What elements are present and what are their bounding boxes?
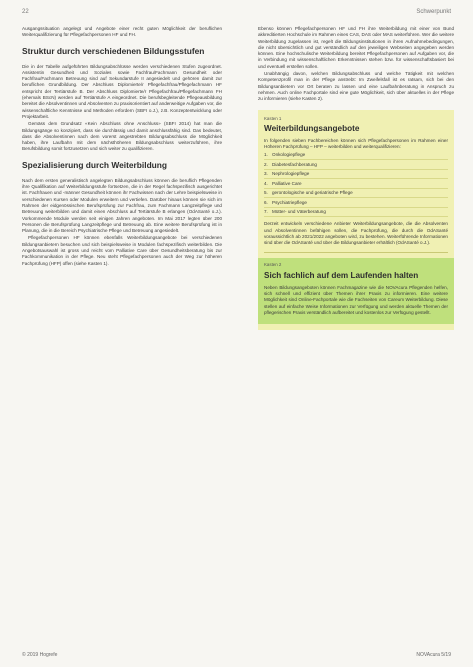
heading-structure: Struktur durch verschiedenen Bildungsstufen xyxy=(22,45,205,56)
paragraph: Gemäss dem Grundsatz «Kein Abschluss ohne Anschluss» (SBFI 2014) hat man die Bildungsgänge so konzipiert, dass sie durchlässig und damit anschlussfähig sind. Das bedeutet, dass die Absolventinnen nach dem vorerst angestrebten Bildungsabschluss die Möglichkeit haben, ihre Laufbahn mit dem nächsthöheren Bildungsabschluss weiterzuführen, ihre Berufsbildung somit fortzusetzen und sich weiter zu qualifizieren. xyxy=(22,121,222,152)
left-column xyxy=(22,26,222,268)
box-title: Sich fachlich auf dem Laufenden halten xyxy=(264,270,419,280)
box-paragraph: Neben Bildungsangeboten können Fachmagazine wie die NOVAcura Pflegenden helfen, sich schnell und effizient über Themen ihrer Praxis zu informieren. Eine weitere Möglichkeit sind Online-Fachportale wie die Fachseiten von Careum Weiterbildung. Diese stellen auf einfache Weise Informationen zur Verfügung und werden aktuelle Themen der pflegerischen Praxis verständlich aufbereitet und kostenlos zur Verfügung gestellt. xyxy=(264,284,448,315)
list-item: 5. gerontologische und geriatrische Pflege xyxy=(264,190,448,198)
paragraph: Die in der Tabelle aufgeführten Bildungsabschlüsse werden verschiedenen Stufen zugeordnet. Assistentin Gesundheit und Soziales sowie Fachfrau/Fachmann Gesundheit oder Fachfrau/Fachmann Betreuung sind auf Sekundarstufe II angesiedelt und gehören damit zur beruflichen Grundbildung. Der Abschluss Diplomierte/r Pflegefachfrau/Pflegefachmann HF entspricht der Tertiärstufe B. Der Abschluss Diplomierte/r Pflegefachfrau/Pflegefachmann FH (ehemals BScN) werden auf Tertiärstufe A eingeordnet. Die berufsbegleitende Pflegeausbildung bereitet die Absolventinnen und Absolventen zu praxisorientiert auf anderweitige Aufgaben vor, die wissenschaftliche Kenntnisse und Methoden erfordern (SBFI o.J.), z.B. Konzeptentwicklung oder Projektarbeit. xyxy=(22,63,222,119)
paragraph: Nach dem ersten generalistisch angelegten Bildungsabschluss können die beruflich Pflegenden ihre Qualifikation auf Weiterbildungsstufe fortsetzen, die in der Regel fachspezifisch ausgerichtet ist. Fachfrauen und -männer Gesundheit können ihr Fachwissen nach der Lehre beispielsweise in verschiedenen Kursen oder Modulen erweitern und vertiefen. Darüber hinaus können sie sich im Rahmen der eidgenössischen Berufsprüfung zur Fachfrau, zum Fachmann Langzeitpflege und Betreuung weiterbilden und damit einen Abschluss auf Tertiärstufe B erlangen (OdASanté o.J.). Vorkommende Module werden seit einigen Jahren angeboten. Im Mai 2017 legten über 200 Personen die Berufsprüfung Langzeitpflege und Betreuung ab. Eine weitere Berufsprüfung ist in Planung, die in die Bereich Psychiatrische Pflege und Betreuung angesiedelt. xyxy=(22,177,222,234)
paragraph: Ebenso können Pflegefachpersonen HF und FH ihre Weiterbildung mit einer von Bund akkreditierten Hochschule im Rahmen eines CAS, DAS oder MAS weiterführen. Wer die weitere Weiterbildung zugelassen ist, regelt die Bildungsinstitutionen in ihren Aufnahmebedingungen, die nicht übersichtlich und gut verständlich auf den jeweiligen Webseiten angegeben werden können. Eine hochschulische Weiterbildung bereitet Pflegefachpersonen auf Aufgaben vor, die in Verbindung mit wissenschaftlichen Erkenntnissen stehen bzw. für wissenschaftsbasiert bei und eventuell erstellen sollen. xyxy=(258,26,454,69)
box-paragraph: Derzeit entwickeln verschiedene Anbieter Weiterbildungsangebote, die die Absolventen und Absolventinnen befähigen sollen, die Fachprüfung, die durch die OdASanté voraussichtlich ab 2021/2022 angeboten wird, zu bestehen. Weiterführende Informationen sind über die OdASanté und über die Bildungsanbieter erhältlich (OdASanté o.J.). xyxy=(264,221,448,246)
paragraph: Unabhängig davon, welchen Bildungsabschluss und welche Tätigkeit mit welchen Kompetenzprofil man in der Pflege anstrebt: Im Zweifelsfall ist es ratsam, sich bei den Bildungsanbietern vor Ort beraten zu lassen und eine Laufbahnberatung in Anspruch zu nehmen. Auch online Fachportale sind eine gute Möglichkeit, sich über aktuelles in der Pflege zu informieren (siehe Kasten 2). xyxy=(258,71,454,102)
section-title: Schwerpunkt xyxy=(416,9,451,15)
info-box-2 xyxy=(258,258,454,324)
box-intro: In folgenden sieben Fachbereichen können sich Pflegefachpersonen im Rahmen einer Höheren Fachprüfung – HFP – weiterbilden und weiterqualifizieren: xyxy=(264,137,448,150)
copyright: © 2019 Hogrefe xyxy=(22,652,58,658)
box-title: Weiterbildungsangebote xyxy=(264,123,360,133)
box-label: Kasten 2 xyxy=(264,262,282,268)
heading-specialisation: Spezialisierung durch Weiterbildung xyxy=(22,159,168,170)
intro-paragraph: Ausgangssituation angelegt und Angebote einer recht guten Möglichkeit der beruflichen Weiterqualifizierung für Pflegefachpersonen HF und FH. xyxy=(22,26,222,38)
box-label: Kasten 1 xyxy=(264,115,282,121)
list-item: 3. Nephrologiepflege xyxy=(264,171,448,179)
page-header xyxy=(22,9,451,21)
info-box xyxy=(258,110,454,331)
list-item: 2. Diabetesfachberatung xyxy=(264,162,448,170)
list-item: 7. Mütter- und Väterberatung xyxy=(264,209,448,217)
specialty-list xyxy=(264,152,448,217)
page-number: 22 xyxy=(22,9,29,15)
list-item: 4. Palliative Care xyxy=(264,181,448,189)
issue-info: NOVAcura 5/19 xyxy=(416,652,451,658)
divider xyxy=(264,252,448,253)
list-item: 6. Psychiatriepflege xyxy=(264,200,448,208)
right-column xyxy=(258,26,454,330)
list-item: 1. Onkologiepflege xyxy=(264,152,448,160)
paragraph: Pflegefachpersonen HF können ebenfalls Weiterbildungsangebote bei verschiedenen Bildungsanbietern besuchen und sich beispielsweise in Modulen fachspezifisch weiterbilden. Die Angebotsauswahl ist gross und reicht vom Palliative Care über Gesundheitsberatung bis zur Fachkommunikation in der Pflege. Neu steht Pflegefachpersonen auch der Weg zur höheren Fachprüfung (HFP) offen (siehe Kasten 1). xyxy=(22,235,222,266)
